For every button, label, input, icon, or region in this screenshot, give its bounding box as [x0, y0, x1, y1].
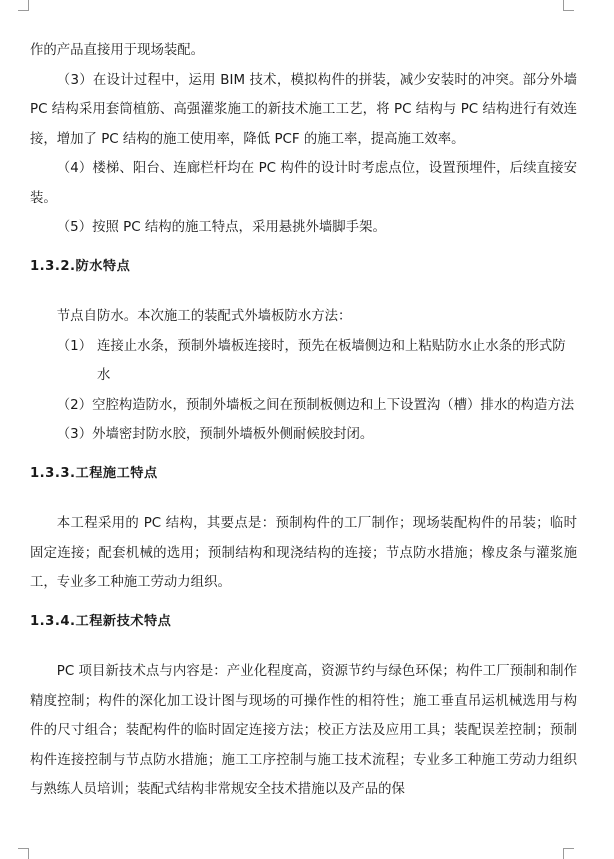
waterproof-item-1	[30, 332, 577, 391]
new-tech-body: PC 项目新技术点与内容是：产业化程度高，资源节约与绿色环保；构件工厂预制和制作精度控制；构件的深化加工设计图与现场的可操作性的相符性；施工垂直吊运机械选用与构件的尺寸组合；装配构件的临时固定连接方法；校正方法及应用工具；装配误差控制；预制构件连接控制与节点防水措施；施工工序控制与施工技术流程；专业多工种施工劳动力组织与熟练人员培训；装配式结构非常规安全技术措施以及产品的保	[30, 664, 577, 797]
waterproof-item-2: （2）空腔构造防水，预制外墙板之间在预制板侧边和上下设置沟（槽）排水的构造方法	[56, 397, 575, 413]
spacer	[30, 645, 577, 657]
paragraph-continuation: 作的产品直接用于现场装配。	[30, 43, 205, 58]
crop-mark-bottom-right	[563, 848, 574, 859]
spacer	[30, 290, 577, 302]
paragraph-embedded-parts: （4）楼梯、阳台、连廊栏杆均在 PC 构件的设计时考虑点位，设置预埋件，后续直接安装。	[30, 161, 577, 206]
waterproof-item-1-text: 连接止水条，预制外墙板连接时，预先在板墙侧边和上粘贴防水止水条的形式防水	[96, 338, 566, 383]
crop-mark-top-right	[563, 0, 574, 11]
construction-body: 本工程采用的 PC 结构，其要点是：预制构件的工厂制作；现场装配构件的吊装；临时固定连接；配套机械的选用；预制结构和现浇结构的连接；节点防水措施；橡皮条与灌浆施工，专业多工种施工劳动力组织。	[30, 516, 577, 590]
heading-waterproof: 1.3.2.防水特点	[30, 258, 131, 274]
spacer	[30, 497, 577, 509]
crop-mark-top-left	[18, 0, 29, 11]
document-page	[30, 36, 577, 805]
waterproof-item-3: （3）外墙密封防水胶，预制外墙板外侧耐候胶封闭。	[56, 427, 374, 442]
waterproof-item-1-number: （1）	[56, 338, 93, 354]
heading-new-tech: 1.3.4.工程新技术特点	[30, 613, 172, 629]
waterproof-intro: 节点自防水。本次施工的装配式外墙板防水方法：	[56, 309, 352, 324]
paragraph-bim: （3）在设计过程中，运用 BIM 技术，模拟构件的拼装，减少安装时的冲突。部分外墙 PC 结构采用套筒植筋、高强灌浆施工的新技术施工工艺，将 PC 结构与 PC 结构进行有效连接，增加了 PC 结构的施工使用率，降低 PCF 的施工率，提高施工效率。	[30, 72, 577, 147]
crop-mark-bottom-left	[18, 848, 29, 859]
paragraph-scaffold: （5）按照 PC 结构的施工特点，采用悬挑外墙脚手架。	[56, 220, 386, 235]
heading-construction: 1.3.3.工程施工特点	[30, 465, 158, 481]
